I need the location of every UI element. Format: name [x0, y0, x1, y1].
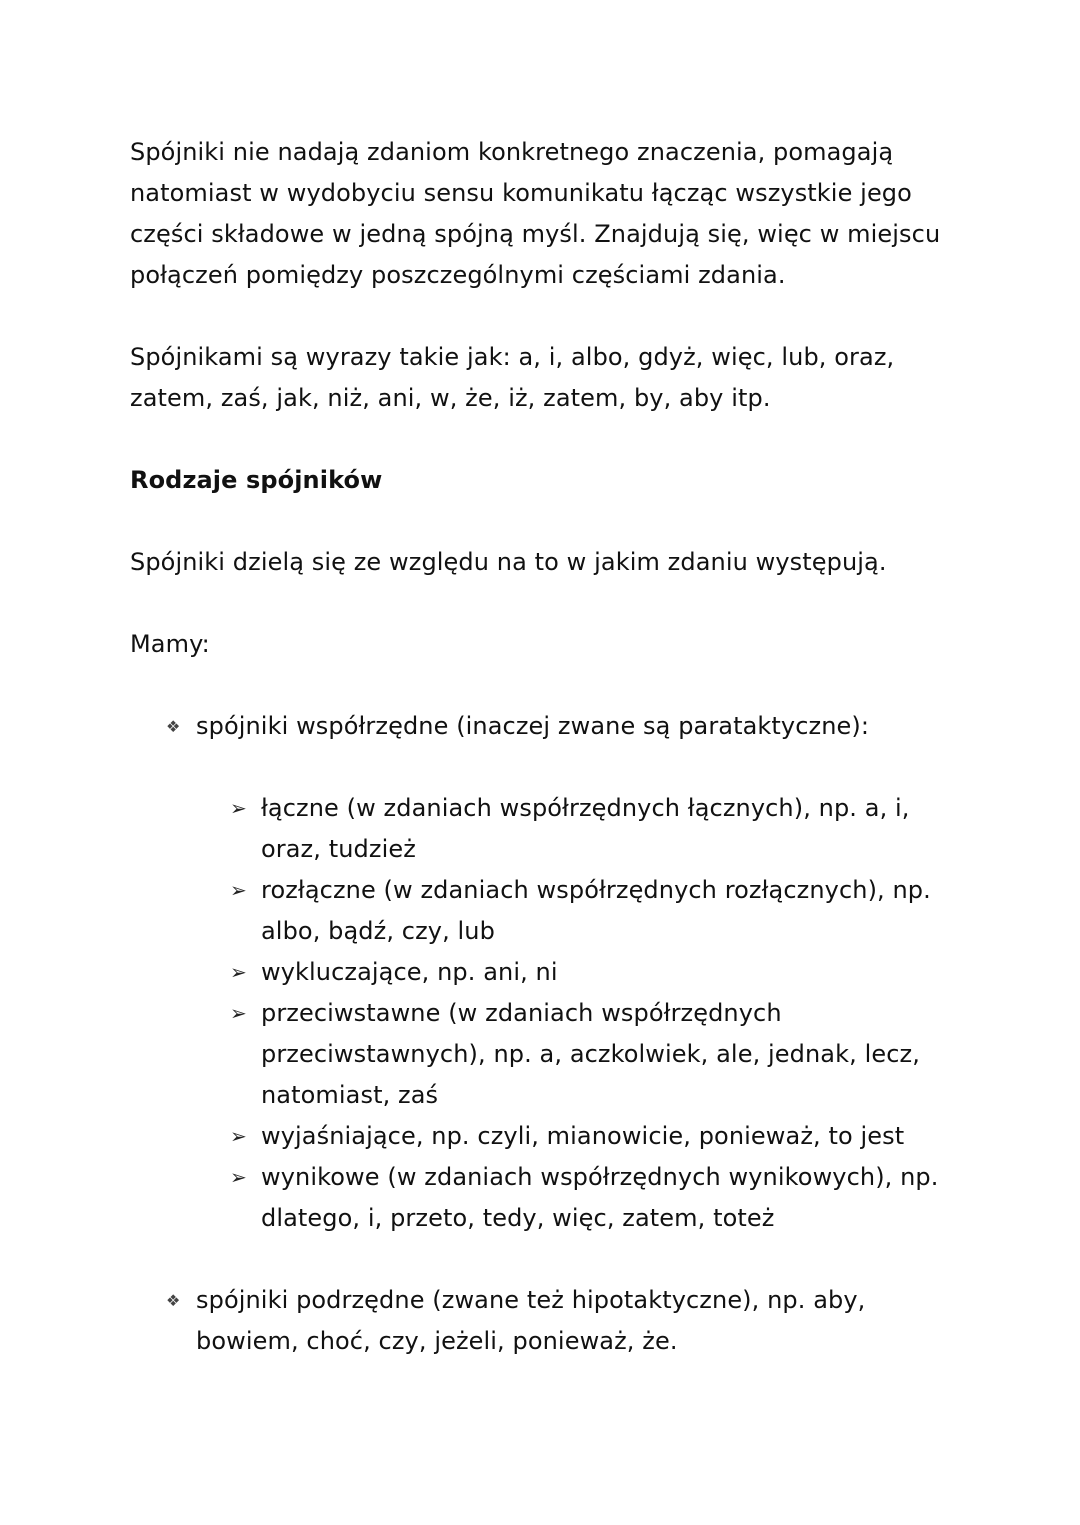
spacer [130, 501, 960, 542]
subtype-text: przeciwstawne (w zdaniach współrzędnych przeciwstawnych), np. a, aczkolwiek, ale, jednak, lecz, natomiast, zaś [261, 999, 920, 1109]
intro-paragraph: Spójniki nie nadają zdaniom konkretnego znaczenia, pomagają natomiast w wydobyciu sensu komunikatu łącząc wszystkie jego części składowe w jedną spójną myśl. Znajdują się, więc w miejscu połączeń pomiędzy poszczególnymi częściami zdania. [130, 138, 941, 289]
spacer [130, 665, 960, 706]
spacer [130, 747, 960, 788]
subtype-item [130, 993, 960, 1116]
subtype-item [130, 870, 960, 952]
division-paragraph: Spójniki dzielą się ze względu na to w jakim zdaniu występują. [130, 548, 887, 576]
arrow-bullet-icon: ➢ [230, 878, 247, 902]
arrow-bullet-icon: ➢ [230, 1001, 247, 1025]
category-item-coordinating [130, 706, 960, 747]
arrow-bullet-icon: ➢ [230, 1165, 247, 1189]
spacer [130, 419, 960, 460]
arrow-bullet-icon: ➢ [230, 960, 247, 984]
subtype-text: rozłączne (w zdaniach współrzędnych rozłącznych), np. albo, bądź, czy, lub [261, 876, 931, 945]
subtype-text: łączne (w zdaniach współrzędnych łącznych), np. a, i, oraz, tudzież [261, 794, 910, 863]
category-list [130, 706, 960, 747]
spacer [130, 296, 960, 337]
subtype-text: wyjaśniające, np. czyli, mianowicie, ponieważ, to jest [261, 1122, 905, 1150]
category-item-subordinating [130, 1280, 960, 1362]
subtype-item [130, 1116, 960, 1157]
diamond-bullet-icon: ❖ [166, 1291, 181, 1310]
category-label: spójniki podrzędne (zwane też hipotaktyczne), np. aby, bowiem, choć, czy, jeżeli, ponieważ, że. [196, 1286, 866, 1355]
mamy-label: Mamy: [130, 630, 210, 658]
subtype-item [130, 952, 960, 993]
document-page [130, 132, 960, 1362]
diamond-bullet-icon: ❖ [166, 717, 181, 736]
category-list [130, 1280, 960, 1362]
subtype-item [130, 788, 960, 870]
spacer [130, 1239, 960, 1280]
arrow-bullet-icon: ➢ [230, 796, 247, 820]
subtype-text: wynikowe (w zdaniach współrzędnych wynikowych), np. dlatego, i, przeto, tedy, więc, zatem, toteż [261, 1163, 939, 1232]
category-label: spójniki współrzędne (inaczej zwane są parataktyczne): [196, 712, 870, 740]
section-heading: Rodzaje spójników [130, 466, 383, 494]
subtype-list [130, 788, 960, 1239]
arrow-bullet-icon: ➢ [230, 1124, 247, 1148]
subtype-item [130, 1157, 960, 1239]
subtype-text: wykluczające, np. ani, ni [261, 958, 558, 986]
spacer [130, 583, 960, 624]
examples-paragraph: Spójnikami są wyrazy takie jak: a, i, albo, gdyż, więc, lub, oraz, zatem, zaś, jak, niż, ani, w, że, iż, zatem, by, aby itp. [130, 343, 895, 412]
